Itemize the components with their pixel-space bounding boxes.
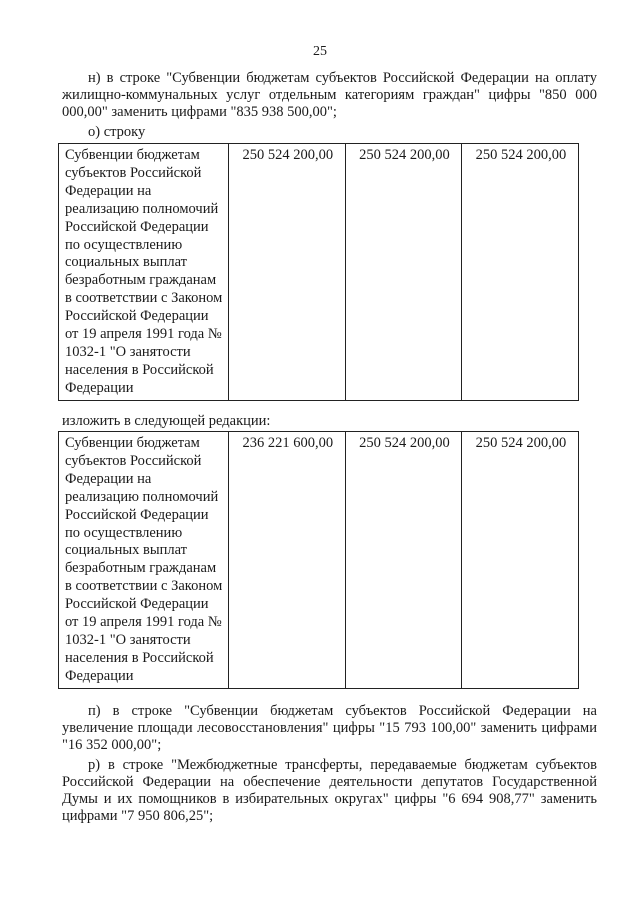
- row-name-cell: [59, 432, 229, 689]
- paragraph-o: о) строку: [88, 124, 146, 140]
- row-name: Субвенции бюджетам субъектов Российской Федерации на реализацию полномочий Российской Федерации по осуществлению социальных выплат безработным гражданам в соответствии с Законом Российской Федерации от 19 апреля 1991 года № 1032-1 "О занятости населения в Российской Федерации: [65, 147, 223, 396]
- paragraph-n: н) в строке "Субвенции бюджетам субъектов Российской Федерации на оплату жилищно-коммунальных услуг отдельным категориям граждан" цифры "850 000 000,00" заменить цифрами "835 938 500,00";: [62, 70, 597, 120]
- value-cell: 236 221 600,00: [229, 432, 346, 689]
- value-cell: 250 524 200,00: [462, 144, 579, 401]
- paragraph-izlozhit: изложить в следующей редакции:: [62, 413, 271, 429]
- value-cell: 250 524 200,00: [462, 432, 579, 689]
- row-name-cell: [59, 144, 229, 401]
- budget-table-old: [58, 143, 579, 401]
- paragraph-p: п) в строке "Субвенции бюджетам субъектов Российской Федерации на увеличение площади лесовосстановления" цифры "15 793 100,00" заменить цифрами "16 352 000,00";: [62, 703, 597, 753]
- paragraph-r: р) в строке "Межбюджетные трансферты, передаваемые бюджетам субъектов Российской Федерации на обеспечение деятельности депутатов Государственной Думы и их помощников в избирательных округах" цифры "6 694 908,77" заменить цифрами "7 950 806,25";: [62, 757, 597, 824]
- row-name: Субвенции бюджетам субъектов Российской Федерации на реализацию полномочий Российской Федерации по осуществлению социальных выплат безработным гражданам в соответствии с Законом Российской Федерации от 19 апреля 1991 года № 1032-1 "О занятости населения в Российской Федерации: [65, 435, 223, 684]
- value-cell: 250 524 200,00: [229, 144, 346, 401]
- table-row: [59, 144, 579, 401]
- value-cell: 250 524 200,00: [345, 144, 462, 401]
- page-number: 25: [313, 44, 327, 59]
- budget-table-new: [58, 431, 579, 689]
- value-cell: 250 524 200,00: [345, 432, 462, 689]
- table-row: [59, 432, 579, 689]
